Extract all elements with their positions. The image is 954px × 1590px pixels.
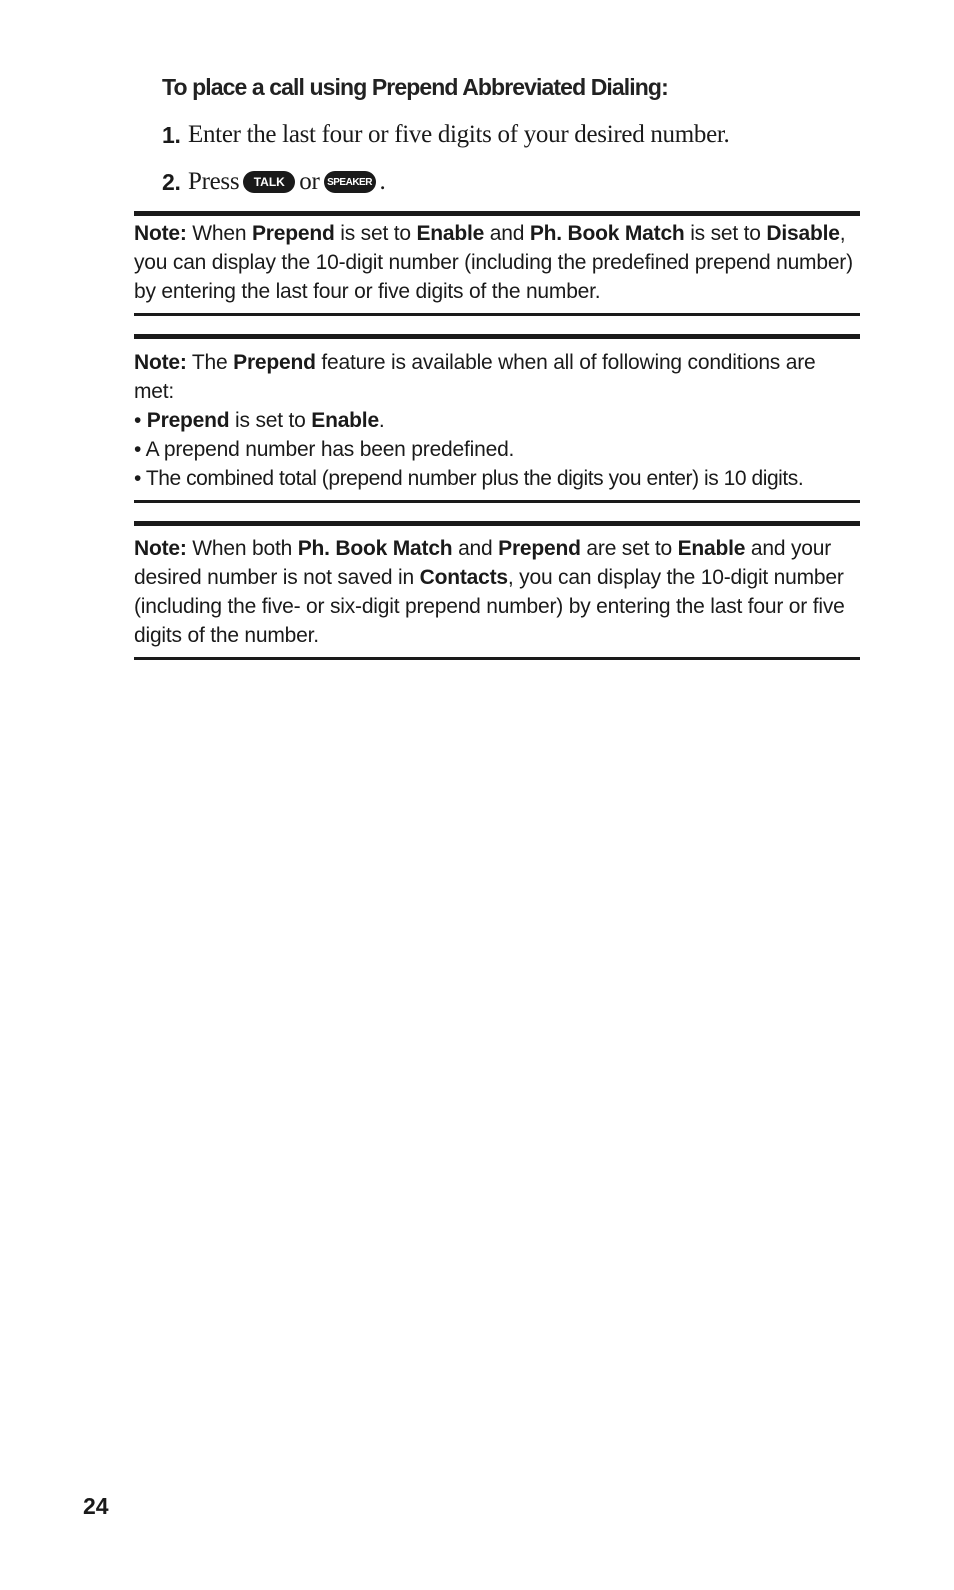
note-top-rule — [134, 211, 860, 216]
note-text: and — [452, 537, 499, 560]
note-term: Enable — [416, 222, 485, 245]
step-text-press: Press — [188, 168, 240, 195]
condition-bullet: • The combined total (prepend number plus the digits you enter) is 10 digits. — [134, 467, 804, 490]
note-term: Prepend — [233, 351, 316, 374]
note-bottom-rule — [134, 500, 860, 503]
note-text: When — [186, 222, 252, 245]
step-2 — [162, 168, 385, 196]
note-text: When both — [186, 537, 298, 560]
note-text: are set to — [580, 537, 678, 560]
note-both-enabled — [134, 534, 860, 650]
note-term: Enable — [677, 537, 746, 560]
note-text: The — [186, 351, 234, 374]
step-number: 1. — [162, 121, 181, 148]
note-term: Contacts — [419, 566, 508, 589]
page-number: 24 — [83, 1493, 109, 1519]
note-term: Ph. Book Match — [529, 222, 685, 245]
step-text: Enter the last four or five digits of your desired number. — [188, 121, 730, 148]
note-term: Prepend — [498, 537, 581, 560]
note-prepend-conditions — [134, 348, 860, 493]
note-text: feature is available when all of following conditions are met: — [134, 351, 816, 403]
note-bottom-rule — [134, 313, 860, 316]
note-text: and — [484, 222, 530, 245]
note-term: Prepend — [252, 222, 335, 245]
speaker-key-icon: SPEAKER — [324, 171, 376, 193]
note-prepend-disable — [134, 219, 860, 306]
note-top-rule — [134, 334, 860, 339]
step-text-or: or — [299, 168, 320, 195]
procedure-heading: To place a call using Prepend Abbreviated Dialing: — [162, 74, 668, 100]
talk-key-icon: TALK — [243, 171, 295, 193]
condition-bullet: • A prepend number has been predefined. — [134, 438, 515, 461]
step-number: 2. — [162, 168, 181, 195]
note-label: Note: — [134, 351, 187, 374]
note-bottom-rule — [134, 657, 860, 660]
note-text: , you can display the 10-digit number (including the five- or six-digit prepend number) by entering the last four or five digits of the number. — [134, 566, 845, 647]
note-text: and your desired number is not saved in — [134, 537, 832, 589]
note-text: is set to — [334, 222, 417, 245]
note-term: Ph. Book Match — [297, 537, 453, 560]
note-text: is set to — [684, 222, 767, 245]
step-1 — [162, 121, 730, 149]
note-label: Note: — [134, 537, 187, 560]
note-text: , you can display the 10-digit number (including the predefined prepend number) by entering the last four or five digits of the number. — [134, 222, 853, 303]
note-top-rule — [134, 521, 860, 526]
condition-bullet: • Prepend is set to Enable. — [134, 409, 385, 432]
note-label: Note: — [134, 222, 187, 245]
note-term: Disable — [766, 222, 840, 245]
step-text-period: . — [379, 168, 386, 195]
